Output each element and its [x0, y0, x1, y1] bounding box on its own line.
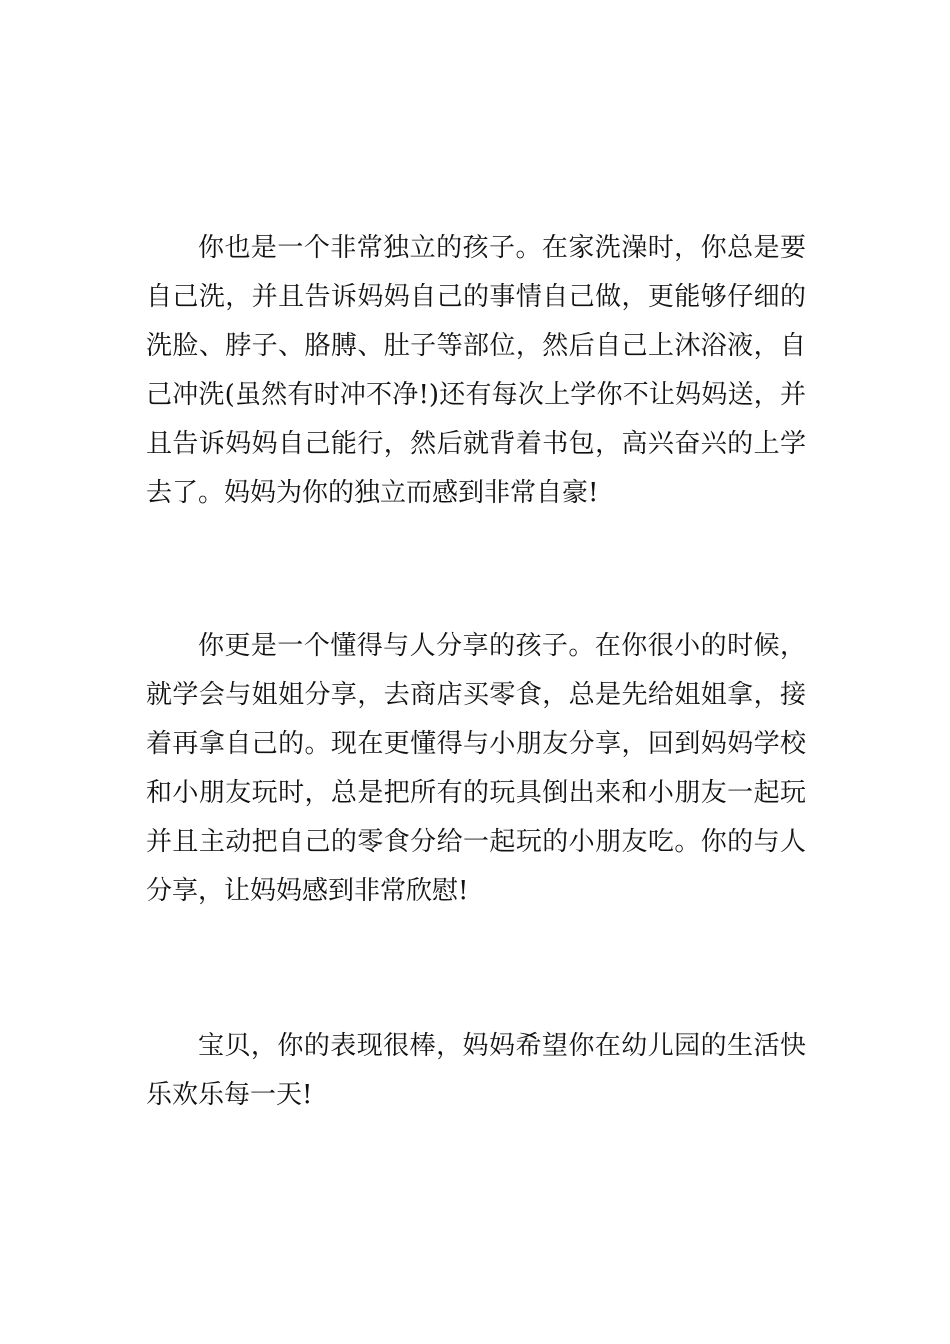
paragraph-closing: 宝贝，你的表现很棒，妈妈希望你在幼儿园的生活快乐欢乐每一天! [146, 1031, 806, 1110]
paragraph-sharing: 你更是一个懂得与人分享的孩子。在你很小的时候，就学会与姐姐分享，去商店买零食，总是先给姐姐拿，接着再拿自己的。现在更懂得与小朋友分享，回到妈妈学校和小朋友玩时，总是把所有的玩具倒出来和小朋友一起玩并且主动把自己的零食分给一起玩的小朋友吃。你的与人分享，让妈妈感到非常欣慰! [146, 631, 806, 906]
paragraph-independence: 你也是一个非常独立的孩子。在家洗澡时，你总是要自己洗，并且告诉妈妈自己的事情自己做，更能够仔细的洗脸、脖子、胳膊、肚子等部位，然后自己上沐浴液，自己冲洗(虽然有时冲不净!)还有每次上学你不让妈妈送，并且告诉妈妈自己能行，然后就背着书包，高兴奋兴的上学去了。妈妈为你的独立而感到非常自豪! [146, 233, 806, 508]
